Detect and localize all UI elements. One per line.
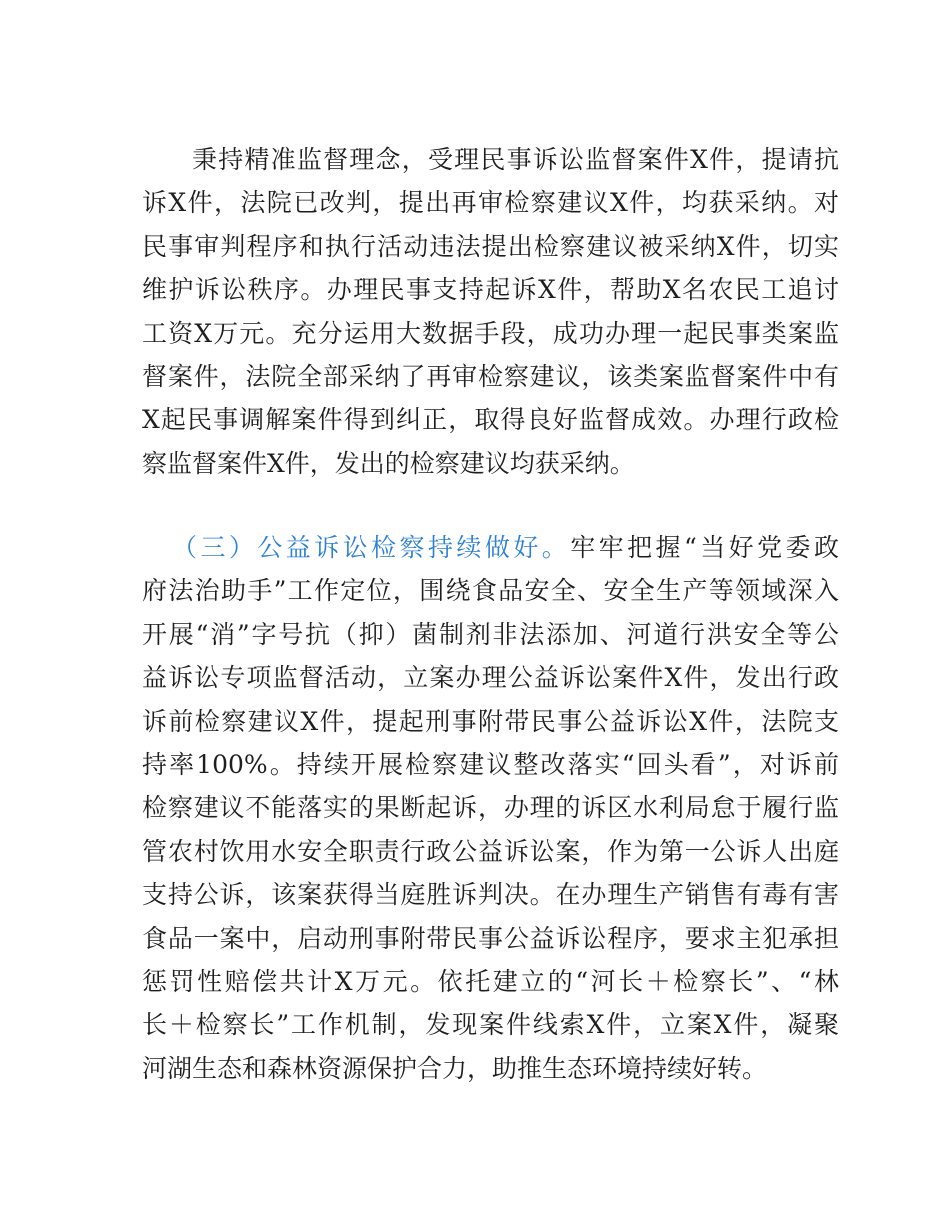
text-line: 河湖生态和森林资源保护合力，助推生态环境持续好转。	[142, 1053, 768, 1083]
text-line: 察监督案件X件，发出的检察建议均获采纳。	[142, 448, 635, 478]
text-line: 惩罚性赔偿共计X万元。依托建立的“河长＋检察长”、“林	[142, 966, 839, 996]
text-line: 食品一案中，启动刑事附带民事公益诉讼程序，要求主犯承担	[142, 923, 839, 953]
text-line: 督案件，法院全部采纳了再审检察建议，该类案监督案件中有	[142, 361, 839, 391]
text-line: 持率100%。持续开展检察建议整改落实“回头看”，对诉前	[142, 749, 839, 779]
text-line: 秉持精准监督理念，受理民事诉讼监督案件X件，提请抗	[192, 145, 839, 174]
text-line: 诉X件，法院已改判，提出再审检察建议X件，均获采纳。对	[142, 188, 839, 218]
text-line: 工资X万元。充分运用大数据手段，成功办理一起民事类案监	[142, 318, 839, 348]
text-line: 诉前检察建议X件，提起刑事附带民事公益诉讼X件，法院支	[142, 706, 839, 736]
text-line: 开展“消”字号抗（抑）菌制剂非法添加、河道行洪安全等公	[142, 619, 839, 649]
section-heading: （三）公益诉讼检察持续做好。	[172, 533, 571, 562]
text-line: 维护诉讼秩序。办理民事支持起诉X件，帮助X名农民工追讨	[142, 275, 839, 305]
text-line: 检察建议不能落实的果断起诉，办理的诉区水利局怠于履行监	[142, 793, 839, 823]
paragraph-civil-administrative-supervision	[142, 138, 839, 485]
text-line	[142, 526, 839, 569]
paragraph-public-interest-litigation	[142, 526, 839, 1090]
text-line: 益诉讼专项监督活动，立案办理公益诉讼案件X件，发出行政	[142, 663, 839, 693]
text-line: 支持公诉，该案获得当庭胜诉判决。在办理生产销售有毒有害	[142, 880, 839, 910]
text-line: X起民事调解案件得到纠正，取得良好监督成效。办理行政检	[142, 405, 839, 435]
text-line: 管农村饮用水安全职责行政公益诉讼案，作为第一公诉人出庭	[142, 836, 839, 866]
text-line: 府法治助手”工作定位，围绕食品安全、安全生产等领域深入	[142, 576, 839, 606]
heading-line-rest: 牢牢把握“当好党委政	[570, 533, 839, 562]
text-line: 长＋检察长”工作机制，发现案件线索X件，立案X件，凝聚	[142, 1010, 839, 1040]
text-line: 民事审判程序和执行活动违法提出检察建议被采纳X件，切实	[142, 231, 839, 261]
